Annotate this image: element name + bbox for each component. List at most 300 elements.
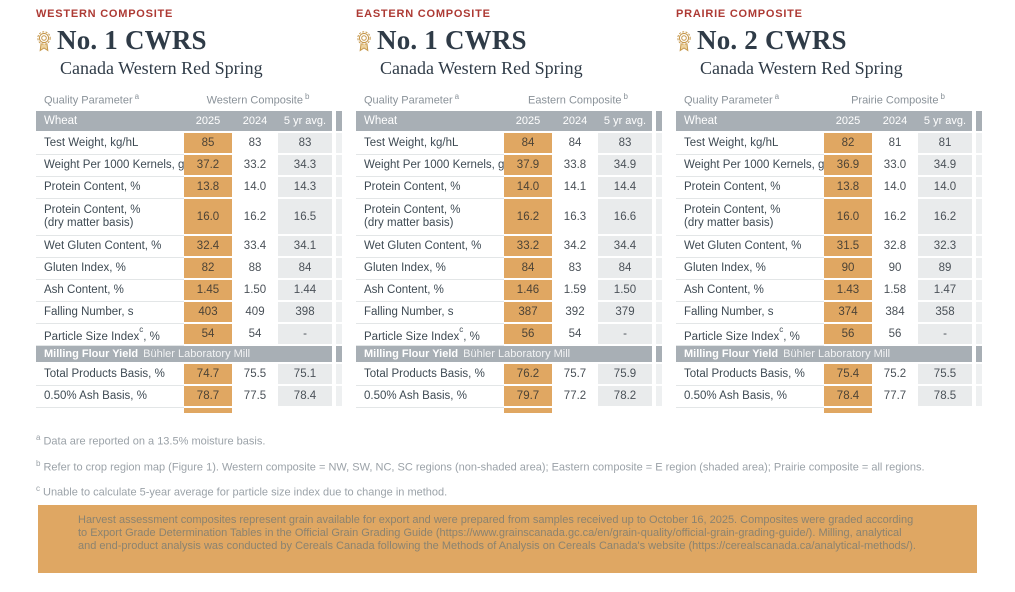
param-label <box>356 364 504 386</box>
param-label <box>356 199 504 236</box>
value-2025: 84 <box>504 258 552 280</box>
quality-parameter-label <box>356 92 504 107</box>
table-header-row <box>676 111 988 133</box>
value-5yr-avg: 32.3 <box>918 236 972 258</box>
table-edge-strip <box>656 133 662 155</box>
section-header-row <box>356 346 668 364</box>
section-title: Milling Flour Yield <box>684 348 779 360</box>
table-edge-strip <box>976 133 982 155</box>
value-2025: 76.2 <box>504 364 552 386</box>
value-5yr-avg: - <box>278 324 332 346</box>
value-2024: 77.5 <box>232 386 278 408</box>
grade-title: No. 2 CWRS <box>697 25 847 55</box>
value-2025: 374 <box>824 302 872 324</box>
caption-right-text: Western Composite <box>206 95 303 107</box>
param-label-line <box>364 204 461 217</box>
table-edge-strip <box>976 302 982 324</box>
value-2025: 78.4 <box>824 386 872 408</box>
param-label-text: Total Products Basis, % <box>44 368 165 380</box>
param-label-line <box>684 306 773 319</box>
param-label <box>676 258 824 280</box>
footnote-ref-b: b <box>623 92 628 102</box>
value-5yr-avg: 34.4 <box>598 236 652 258</box>
param-label-text: 0.50% Ash Basis, % <box>44 390 147 402</box>
value-5yr-avg: 89 <box>918 258 972 280</box>
value-5yr-avg: 14.0 <box>918 177 972 199</box>
section-header-row <box>676 346 988 364</box>
table-row <box>676 386 988 408</box>
param-label <box>36 302 184 324</box>
param-label-text: Gluten Index, % <box>44 262 126 274</box>
param-label <box>36 199 184 236</box>
param-label <box>676 386 824 408</box>
quality-table <box>356 111 668 408</box>
param-label <box>356 324 504 346</box>
param-label <box>36 280 184 302</box>
value-5yr-avg: 78.4 <box>278 386 332 408</box>
table-edge-strip <box>656 364 662 386</box>
table-edge-strip <box>336 364 342 386</box>
param-label-text: Ash Content, % <box>364 284 444 296</box>
value-2024: 83 <box>552 258 598 280</box>
value-2024: 32.8 <box>872 236 918 258</box>
value-5yr-avg: 75.5 <box>918 364 972 386</box>
value-5yr-avg: 81 <box>918 133 972 155</box>
value-5yr-avg: 78.5 <box>918 386 972 408</box>
table-edge-strip <box>976 111 982 133</box>
param-label-line <box>684 159 824 172</box>
value-2025: 82 <box>184 258 232 280</box>
param-label-suffix: , % <box>463 330 480 343</box>
param-label-line <box>684 284 764 297</box>
value-2024: 83 <box>232 133 278 155</box>
value-5yr-avg: 34.9 <box>918 155 972 177</box>
param-label-line <box>44 368 165 381</box>
table-row <box>36 236 348 258</box>
value-2025: 85 <box>184 133 232 155</box>
table-edge-strip <box>336 302 342 324</box>
region-label: EASTERN COMPOSITE <box>356 8 491 20</box>
value-2024: 33.4 <box>232 236 278 258</box>
param-label-text: Protein Content, % <box>364 181 461 193</box>
param-label <box>356 280 504 302</box>
column-header-year: 5 yr avg. <box>918 111 972 133</box>
value-5yr-avg: 16.2 <box>918 199 972 236</box>
param-label-line <box>44 390 147 403</box>
param-label-line <box>44 306 133 319</box>
table-row <box>36 364 348 386</box>
region-label: WESTERN COMPOSITE <box>36 8 174 20</box>
param-label-line <box>684 204 781 217</box>
param-label-line <box>364 284 444 297</box>
footnote-ref-b: b <box>940 92 945 102</box>
quality-table <box>676 111 988 408</box>
table-edge-strip <box>336 133 342 155</box>
footnote <box>36 431 1001 449</box>
value-5yr-avg: 1.47 <box>918 280 972 302</box>
param-label <box>356 177 504 199</box>
table-edge-strip <box>656 177 662 199</box>
value-2025: 16.0 <box>824 199 872 236</box>
value-2024: 392 <box>552 302 598 324</box>
table-row <box>36 199 348 236</box>
param-label <box>356 236 504 258</box>
table-row <box>36 324 348 346</box>
column-header-year: 2025 <box>504 111 552 133</box>
grade-heading <box>356 25 668 55</box>
footnote-marker: a <box>36 433 41 442</box>
table-row <box>356 280 668 302</box>
param-label <box>676 133 824 155</box>
value-2024: 14.0 <box>872 177 918 199</box>
param-label-text: Weight Per 1000 Kernels, g <box>684 159 825 171</box>
param-label-line <box>364 368 485 381</box>
table-edge-strip <box>976 236 982 258</box>
footnote-text: Data are reported on a 13.5% moisture basis. <box>43 435 266 448</box>
value-2024: 81 <box>872 133 918 155</box>
value-5yr-avg: 16.6 <box>598 199 652 236</box>
highlight-column-tail <box>824 408 872 413</box>
table-edge-strip <box>656 236 662 258</box>
value-2025: 1.45 <box>184 280 232 302</box>
table-row <box>36 258 348 280</box>
value-2024: 1.58 <box>872 280 918 302</box>
param-label-line2: (dry matter basis) <box>364 217 454 229</box>
value-2025: 54 <box>184 324 232 346</box>
table-caption <box>356 89 668 110</box>
table-edge-strip <box>976 324 982 346</box>
quality-parameter-label <box>36 92 184 107</box>
composite-column-label <box>824 92 972 107</box>
table-header-row <box>356 111 668 133</box>
param-label-line <box>364 137 458 150</box>
value-5yr-avg: 84 <box>598 258 652 280</box>
value-5yr-avg: 83 <box>278 133 332 155</box>
param-label-text: Falling Number, s <box>684 306 774 318</box>
value-5yr-avg: 398 <box>278 302 332 324</box>
section-header <box>36 346 332 364</box>
param-label-line <box>684 137 778 150</box>
footnote-ref-b: b <box>304 92 310 102</box>
column-header-year: 2025 <box>824 111 872 133</box>
param-label-text: 0.50% Ash Basis, % <box>684 390 787 402</box>
section-header <box>356 346 652 364</box>
table-row <box>676 364 988 386</box>
param-label-line <box>364 390 467 403</box>
table-edge-strip <box>656 324 662 346</box>
param-label-line <box>44 240 161 253</box>
value-2025: 78.7 <box>184 386 232 408</box>
table-edge-strip <box>336 346 342 364</box>
value-2024: 384 <box>872 302 918 324</box>
param-label-text: Particle Size Index <box>684 330 780 343</box>
param-label <box>36 133 184 155</box>
quality-parameter-label <box>676 92 824 107</box>
param-label-text: Falling Number, s <box>364 306 454 318</box>
table-row <box>36 386 348 408</box>
value-2024: 77.7 <box>872 386 918 408</box>
composite-panel-eastern <box>356 6 668 413</box>
param-label <box>676 280 824 302</box>
footnote-marker: b <box>36 458 41 468</box>
table-edge-strip <box>336 324 342 346</box>
table-row <box>356 364 668 386</box>
param-label <box>356 133 504 155</box>
param-label-text: Ash Content, % <box>44 284 124 296</box>
value-2024: 1.50 <box>232 280 278 302</box>
param-label <box>356 386 504 408</box>
param-label <box>36 364 184 386</box>
param-label-line <box>364 326 480 344</box>
value-2025: 33.2 <box>504 236 552 258</box>
param-label-line <box>44 204 141 217</box>
param-label-text: Gluten Index, % <box>364 262 446 274</box>
column-header-year: 5 yr avg. <box>278 111 332 133</box>
grade-subtitle: Canada Western Red Spring <box>380 58 583 78</box>
value-5yr-avg: 14.4 <box>598 177 652 199</box>
param-label-text: Total Products Basis, % <box>364 368 485 380</box>
value-2024: 16.2 <box>232 199 278 236</box>
value-2025: 82 <box>824 133 872 155</box>
table-row <box>676 324 988 346</box>
table-caption <box>676 89 988 110</box>
value-2024: 54 <box>232 324 278 346</box>
value-2024: 16.2 <box>872 199 918 236</box>
table-edge-strip <box>656 302 662 324</box>
section-subtitle: Bühler Laboratory Mill <box>783 348 891 360</box>
table-row <box>676 133 988 155</box>
value-5yr-avg: 14.3 <box>278 177 332 199</box>
param-label <box>36 155 184 177</box>
param-label-text: Protein Content, % <box>684 181 781 193</box>
table-edge-strip <box>976 364 982 386</box>
value-2024: 14.0 <box>232 177 278 199</box>
value-5yr-avg: 1.50 <box>598 280 652 302</box>
table-row <box>356 324 668 346</box>
grade-title: No. 1 CWRS <box>377 25 527 55</box>
value-5yr-avg: 379 <box>598 302 652 324</box>
param-label <box>36 236 184 258</box>
section-header-row <box>36 346 348 364</box>
value-5yr-avg: 16.5 <box>278 199 332 236</box>
value-2025: 13.8 <box>824 177 872 199</box>
column-header-wheat: Wheat <box>356 111 504 133</box>
quality-table <box>36 111 348 408</box>
value-2024: 1.59 <box>552 280 598 302</box>
param-label <box>356 155 504 177</box>
param-label-line <box>684 368 805 381</box>
value-2025: 75.4 <box>824 364 872 386</box>
table-row <box>676 236 988 258</box>
table-row <box>36 133 348 155</box>
composite-panel-prairie <box>676 6 988 413</box>
value-2024: 16.3 <box>552 199 598 236</box>
footnote-text: Unable to calculate 5-year average for particle size index due to change in method. <box>43 486 448 499</box>
table-row <box>356 302 668 324</box>
param-label-line <box>684 240 801 253</box>
param-label <box>36 386 184 408</box>
footnote-ref-c: c <box>459 324 464 334</box>
value-2024: 56 <box>872 324 918 346</box>
footnote-marker: c <box>36 484 40 494</box>
value-2025: 56 <box>824 324 872 346</box>
grade-title: No. 1 CWRS <box>57 25 207 55</box>
medal-ribbon-glyph <box>36 31 52 52</box>
param-label <box>36 324 184 346</box>
table-edge-strip <box>656 280 662 302</box>
table-row <box>36 177 348 199</box>
column-header-wheat: Wheat <box>676 111 824 133</box>
footnote-ref-a: a <box>774 92 780 102</box>
value-2025: 56 <box>504 324 552 346</box>
value-2024: 88 <box>232 258 278 280</box>
composite-column-label <box>504 92 652 107</box>
value-5yr-avg: 83 <box>598 133 652 155</box>
table-edge-strip <box>336 199 342 236</box>
section-title: Milling Flour Yield <box>44 348 139 360</box>
medal-ribbon-glyph <box>676 31 692 52</box>
footnote <box>36 457 1001 475</box>
param-label-line <box>684 390 787 403</box>
footnote-text: Refer to crop region map (Figure 1). Western composite = NW, SW, NC, SC regions (non-shaded area); Eastern composite = E region (shaded area); Prairie composite = all regions. <box>43 461 925 474</box>
value-2025: 387 <box>504 302 552 324</box>
param-label-text: Wet Gluten Content, % <box>44 240 162 252</box>
param-label-text: Protein Content, % <box>44 204 141 216</box>
table-edge-strip <box>976 280 982 302</box>
param-label-text: Particle Size Index <box>44 330 140 343</box>
table-edge-strip <box>336 280 342 302</box>
param-label-line2: (dry matter basis) <box>684 217 774 229</box>
value-5yr-avg: 78.2 <box>598 386 652 408</box>
param-label-line <box>364 159 504 172</box>
value-2024: 14.1 <box>552 177 598 199</box>
value-2024: 409 <box>232 302 278 324</box>
param-label <box>676 302 824 324</box>
value-2025: 1.46 <box>504 280 552 302</box>
table-row <box>356 199 668 236</box>
value-2025: 79.7 <box>504 386 552 408</box>
param-label-line2: (dry matter basis) <box>44 217 134 229</box>
value-2025: 16.0 <box>184 199 232 236</box>
param-label-text: 0.50% Ash Basis, % <box>364 390 467 402</box>
column-header-year: 2025 <box>184 111 232 133</box>
highlight-column-tail <box>184 408 232 413</box>
value-5yr-avg: 358 <box>918 302 972 324</box>
table-edge-strip <box>336 111 342 133</box>
footnote-ref-c: c <box>139 324 144 334</box>
value-2025: 36.9 <box>824 155 872 177</box>
value-2024: 75.2 <box>872 364 918 386</box>
param-label-line <box>44 181 141 194</box>
param-label-text: Falling Number, s <box>44 306 134 318</box>
param-label-text: Protein Content, % <box>44 181 141 193</box>
section-header <box>676 346 972 364</box>
grade-subtitle: Canada Western Red Spring <box>700 58 903 78</box>
param-label-line <box>44 284 124 297</box>
value-2025: 1.43 <box>824 280 872 302</box>
param-label-suffix: , % <box>143 330 160 343</box>
param-label-line <box>44 137 138 150</box>
caption-left-text: Quality Parameter <box>364 95 453 107</box>
table-row <box>356 155 668 177</box>
medal-icon <box>36 31 52 52</box>
table-edge-strip <box>976 155 982 177</box>
table-edge-strip <box>336 155 342 177</box>
footnotes <box>36 431 1001 508</box>
param-label-line <box>44 326 160 344</box>
harvest-note-box <box>38 505 977 573</box>
param-label-text: Test Weight, kg/hL <box>684 137 779 149</box>
value-2025: 31.5 <box>824 236 872 258</box>
grade-heading <box>676 25 988 55</box>
value-5yr-avg: 34.9 <box>598 155 652 177</box>
grade-heading <box>36 25 348 55</box>
param-label-line <box>44 159 184 172</box>
value-5yr-avg: 84 <box>278 258 332 280</box>
param-label-text: Total Products Basis, % <box>684 368 805 380</box>
value-2025: 74.7 <box>184 364 232 386</box>
param-label <box>36 177 184 199</box>
section-subtitle: Bühler Laboratory Mill <box>463 348 571 360</box>
footnote <box>36 482 1001 500</box>
table-edge-strip <box>976 199 982 236</box>
param-label-line <box>44 262 126 275</box>
composite-column-label <box>184 92 332 107</box>
medal-ribbon-glyph <box>356 31 372 52</box>
table-edge-strip <box>976 177 982 199</box>
table-header-row <box>36 111 348 133</box>
param-label <box>676 177 824 199</box>
highlight-column-tail <box>504 408 552 413</box>
value-2024: 54 <box>552 324 598 346</box>
section-subtitle: Bühler Laboratory Mill <box>143 348 251 360</box>
section-title: Milling Flour Yield <box>364 348 459 360</box>
value-5yr-avg: - <box>918 324 972 346</box>
footnote-ref-a: a <box>134 92 140 102</box>
value-2025: 90 <box>824 258 872 280</box>
table-row <box>676 155 988 177</box>
param-label <box>356 258 504 280</box>
param-label-text: Protein Content, % <box>684 204 781 216</box>
param-label-line <box>684 262 766 275</box>
param-label <box>676 324 824 346</box>
value-5yr-avg: 34.3 <box>278 155 332 177</box>
param-label-text: Ash Content, % <box>684 284 764 296</box>
caption-right-text: Eastern Composite <box>528 95 622 107</box>
param-label-line <box>364 181 461 194</box>
footnote-ref-a: a <box>454 92 460 102</box>
value-2024: 34.2 <box>552 236 598 258</box>
table-row <box>676 199 988 236</box>
param-label <box>676 155 824 177</box>
table-row <box>356 133 668 155</box>
table-edge-strip <box>336 177 342 199</box>
param-label <box>676 199 824 236</box>
medal-icon <box>676 31 692 52</box>
column-header-year: 5 yr avg. <box>598 111 652 133</box>
param-label-line <box>364 306 453 319</box>
table-row <box>676 177 988 199</box>
value-2024: 33.0 <box>872 155 918 177</box>
value-2025: 37.9 <box>504 155 552 177</box>
table-row <box>676 280 988 302</box>
table-edge-strip <box>976 258 982 280</box>
value-5yr-avg: - <box>598 324 652 346</box>
table-edge-strip <box>656 111 662 133</box>
param-label <box>356 302 504 324</box>
value-5yr-avg: 34.1 <box>278 236 332 258</box>
column-header-year: 2024 <box>872 111 918 133</box>
